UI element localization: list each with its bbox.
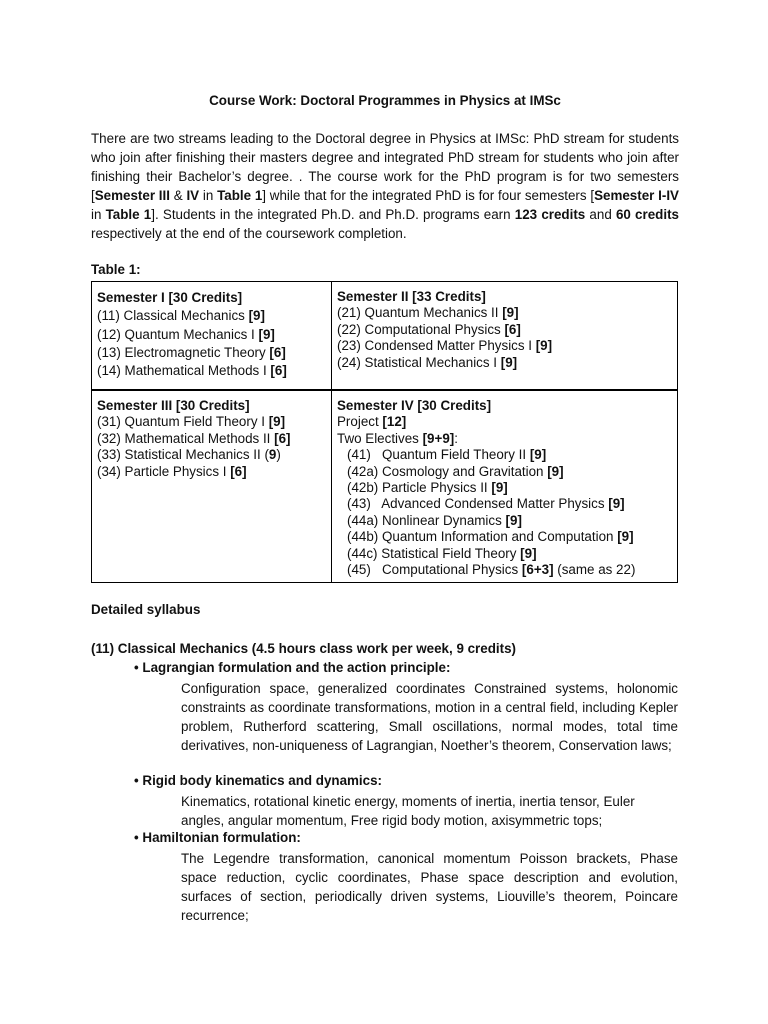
course-name: (21) Quantum Mechanics II: [337, 305, 503, 321]
electives-tail: :: [454, 430, 458, 446]
semester-4-cell: [337, 398, 635, 578]
course-name: (12) Quantum Mechanics I: [97, 326, 259, 342]
course-name: (33) Statistical Mechanics II (: [97, 447, 269, 463]
course-name: (45) Computational Physics: [347, 562, 522, 578]
semester-3-header: Semester III [30 Credits]: [97, 398, 250, 413]
semester-4-header: Semester IV [30 Credits]: [337, 398, 492, 413]
course-name: (43) Advanced Condensed Matter Physics: [347, 496, 609, 512]
course-credits: [9]: [608, 496, 625, 512]
section-body: The Legendre transformation, canonical momentum Poisson brackets, Phase space reduction, cyclic coordinates, Phase space description and evolution, surfaces of section, periodically driven systems, Liouville’s theorem, Poincare recurrence;: [181, 851, 678, 923]
course-credits: [9]: [505, 512, 522, 528]
course-name: (42b) Particle Physics II: [347, 480, 492, 496]
course-name: (44a) Nonlinear Dynamics: [347, 512, 506, 528]
course-credits: [9]: [502, 305, 519, 321]
intro-bold: IV: [186, 188, 200, 203]
course-name: (44c) Statistical Field Theory: [347, 545, 521, 561]
course-credits: [6]: [270, 363, 287, 379]
course-row: [337, 305, 552, 321]
course-row: [97, 414, 291, 430]
course-heading: (11) Classical Mechanics (4.5 hours class work per week, 9 credits): [91, 641, 516, 656]
course-row: [97, 447, 291, 463]
project-row: [337, 414, 635, 430]
course-name: (42a) Cosmology and Gravitation: [347, 463, 548, 479]
course-credits: [6]: [269, 344, 286, 360]
section-title: • Rigid body kinematics and dynamics:: [134, 773, 383, 788]
course-name: (11) Classical Mechanics: [97, 308, 249, 324]
section-title: • Lagrangian formulation and the action principle:: [134, 660, 451, 675]
project-label: Project: [337, 414, 383, 430]
intro-text: and: [585, 207, 616, 222]
intro-bold: 123 credits: [514, 207, 586, 222]
course-row: [97, 431, 291, 447]
intro-text: ] while that for the integrated PhD is for four semesters [: [262, 188, 595, 203]
course-credits: [9]: [268, 414, 286, 430]
course-credits: [9]: [547, 463, 564, 479]
electives-label: Two Electives: [337, 430, 423, 446]
intro-bold: Table 1: [217, 188, 263, 203]
course-row: [97, 307, 287, 325]
course-table: [91, 281, 678, 583]
course-row: [337, 513, 635, 529]
intro-text: &: [169, 188, 187, 203]
course-row: [337, 447, 635, 463]
course-credits: [9]: [535, 338, 553, 354]
section-body: Kinematics, rotational kinetic energy, moments of inertia, inertia tensor, Euler angles, angular momentum, Free rigid body motion, axisymmetric tops;: [181, 794, 635, 828]
intro-text: respectively at the end of the coursework completion.: [91, 226, 407, 241]
course-row: [337, 496, 635, 512]
course-credits: [6+3]: [521, 562, 554, 578]
electives-credits: [9+9]: [422, 430, 455, 446]
course-credits: [9]: [520, 545, 537, 561]
course-credits: [9]: [491, 480, 508, 496]
intro-text: ]. Students in the integrated Ph.D. and Ph.D. programs earn: [151, 207, 515, 222]
semester-2-cell: [337, 289, 552, 371]
project-credits: [12]: [382, 414, 407, 430]
section-body: Configuration space, generalized coordinates Constrained systems, holonomic constraints as coordinate transformations, motion in a central field, including Kepler problem, Rutherford scattering, Small oscillations, normal modes, total time derivatives, non-uniqueness of Lagrangian, Noether’s theorem, Conservation laws;: [181, 681, 678, 753]
intro-bold: Semester I-IV: [594, 188, 679, 203]
course-row: [337, 355, 552, 371]
page-title: Course Work: Doctoral Programmes in Physics at IMSc: [209, 93, 561, 108]
course-name: (31) Quantum Field Theory I: [97, 414, 269, 430]
course-name: (34) Particle Physics I: [97, 463, 231, 479]
intro-bold: Semester III: [94, 188, 170, 203]
course-credits: [6]: [274, 430, 291, 446]
table-divider-horizontal: [92, 389, 677, 391]
section-title: • Hamiltonian formulation:: [134, 830, 301, 845]
semester-1-cell: [97, 289, 287, 380]
course-credits: [9]: [258, 326, 275, 342]
course-row: [337, 546, 635, 562]
intro-text: There are two streams leading to the Doctoral degree in Physics at IMSc: PhD stream for students who join after finishing their masters degree and integrated PhD stream for students who join after finishing their Bachelor’s degree. . The course work for the PhD program is for two semesters [: [91, 131, 679, 203]
course-name: (22) Computational Physics: [337, 321, 505, 337]
course-row: [337, 562, 635, 578]
course-row: [337, 529, 635, 545]
intro-text: in: [91, 207, 106, 222]
intro-paragraph: [91, 129, 679, 243]
electives-row: [337, 431, 635, 447]
course-name: (24) Statistical Mechanics I: [337, 354, 501, 370]
course-name: (23) Condensed Matter Physics I: [337, 338, 536, 354]
course-row: [337, 480, 635, 496]
semester-2-header: Semester II [33 Credits]: [337, 289, 486, 304]
course-credits: [9]: [617, 529, 634, 545]
course-row: [97, 344, 287, 362]
table-divider-vertical: [331, 282, 332, 582]
course-credits: [6]: [230, 463, 247, 479]
course-name: (14) Mathematical Methods I: [97, 363, 271, 379]
course-name: (44b) Quantum Information and Computation: [347, 529, 618, 545]
course-row: [337, 322, 552, 338]
intro-text: in: [199, 188, 218, 203]
semester-1-header: Semester I [30 Credits]: [97, 290, 243, 305]
course-row: [337, 338, 552, 354]
semester-3-cell: [97, 398, 291, 480]
course-credits: [9]: [529, 447, 547, 463]
course-credits: [9]: [500, 354, 518, 370]
course-name: (32) Mathematical Methods II: [97, 430, 275, 446]
intro-bold: 60 credits: [615, 207, 679, 222]
intro-bold: Table 1: [105, 207, 152, 222]
course-credits: [6]: [504, 321, 521, 337]
table-label: Table 1:: [91, 262, 141, 277]
course-credits: 9: [268, 447, 277, 463]
course-row: [337, 464, 635, 480]
course-row: [97, 362, 287, 380]
course-tail: ): [276, 447, 281, 463]
course-row: [97, 326, 287, 344]
course-name: (13) Electromagnetic Theory: [97, 344, 270, 360]
course-tail: (same as 22): [553, 562, 636, 578]
course-row: [97, 464, 291, 480]
course-credits: [9]: [248, 308, 265, 324]
detailed-syllabus-heading: Detailed syllabus: [91, 602, 201, 617]
course-name: (41) Quantum Field Theory II: [347, 447, 530, 463]
